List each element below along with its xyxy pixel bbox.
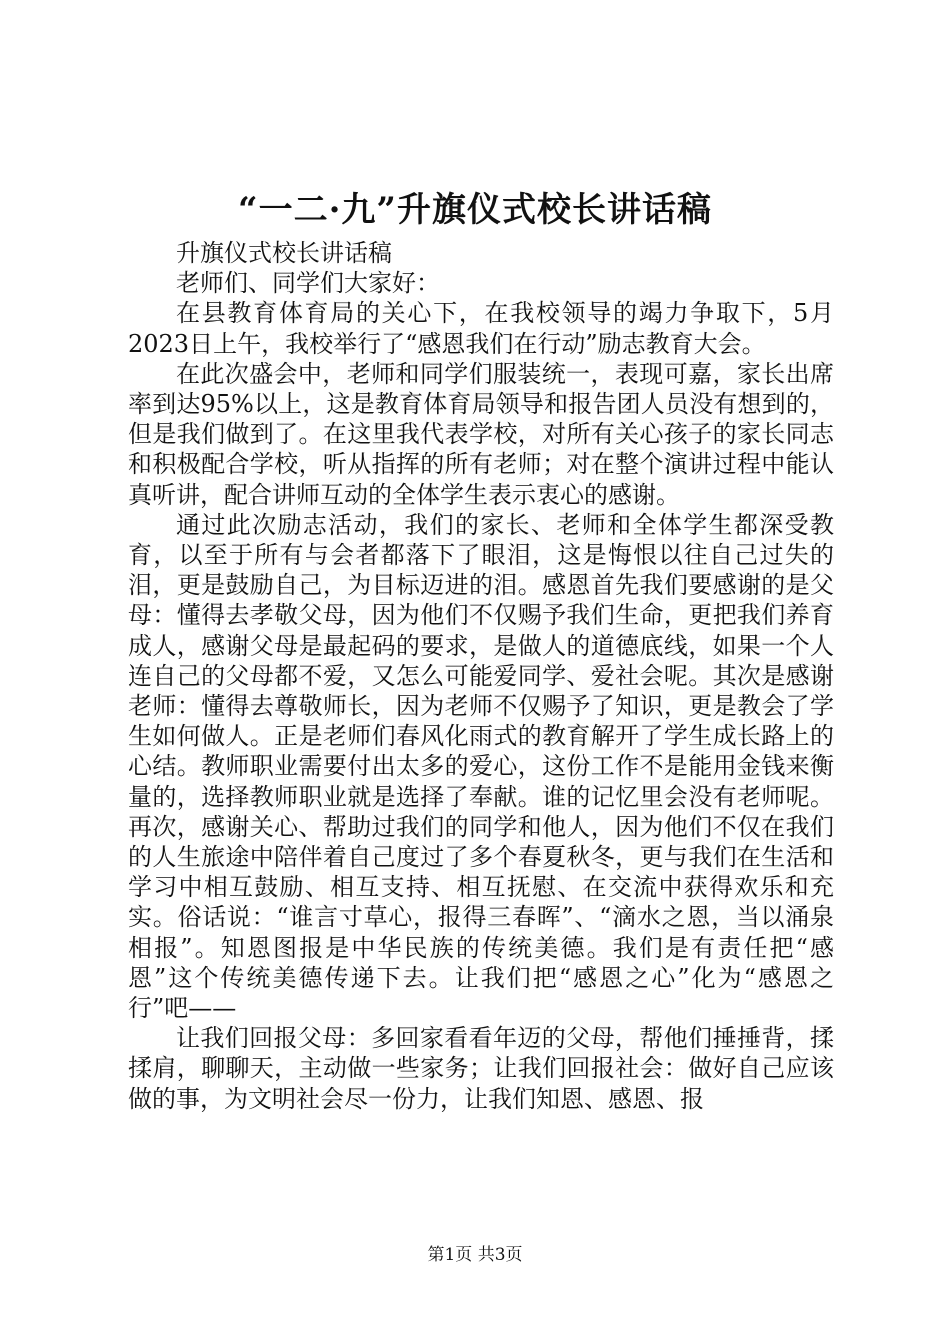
paragraph: 在此次盛会中，老师和同学们服装统一，表现可嘉，家长出席率到达95%以上，这是教育体育局领导和报告团人员没有想到的，但是我们做到了。在这里我代表学校，对所有关心孩子的家长同志和积极配合学校，听从指挥的所有老师；对在整个演讲过程中能认真听讲，配合讲师互动的全体学生表示衷心的感谢。 <box>128 359 834 509</box>
paragraph: 通过此次励志活动，我们的家长、老师和全体学生都深受教育，以至于所有与会者都落下了眼泪，这是悔恨以往自己过失的泪，更是鼓励自己，为目标迈进的泪。感恩首先我们要感谢的是父母：懂得去孝敬父母，因为他们不仅赐予我们生命，更把我们养育成人，感谢父母是最起码的要求，是做人的道德底线，如果一个人连自己的父母都不爱，又怎么可能爱同学、爱社会呢。其次是感谢老师：懂得去尊敬师长，因为老师不仅赐予了知识，更是教会了学生如何做人。正是老师们春风化雨式的教育解开了学生成长路上的心结。教师职业需要付出太多的爱心，这份工作不是能用金钱来衡量的，选择教师职业就是选择了奉献。谁的记忆里会没有老师呢。再次，感谢关心、帮助过我们的同学和他人，因为他们不仅在我们的人生旅途中陪伴着自己度过了多个春夏秋冬，更与我们在生活和学习中相互鼓励、相互支持、相互抚慰、在交流中获得欢乐和充实。俗话说：“谁言寸草心，报得三春晖”、“滴水之恩，当以涌泉相报”。知恩图报是中华民族的传统美德。我们是有责任把“感恩”这个传统美德传递下去。让我们把“感恩之心”化为“感恩之行”吧—— <box>128 510 834 1023</box>
paragraph-greeting: 老师们、同学们大家好： <box>176 269 440 298</box>
page-number-footer: 第1页 共3页 <box>427 1245 523 1265</box>
paragraph-subtitle: 升旗仪式校长讲话稿 <box>176 239 392 267</box>
document-title: “一二·九”升旗仪式校长讲话稿 <box>238 190 712 230</box>
document-body <box>128 238 834 1114</box>
paragraph: 在县教育体育局的关心下，在我校领导的竭力争取下，5月2023日上午，我校举行了“感恩我们在行动”励志教育大会。 <box>128 299 834 358</box>
paragraph: 让我们回报父母：多回家看看年迈的父母，帮他们捶捶背，揉揉肩，聊聊天，主动做一些家务；让我们回报社会：做好自己应该做的事，为文明社会尽一份力，让我们知恩、感恩、报 <box>128 1024 834 1113</box>
